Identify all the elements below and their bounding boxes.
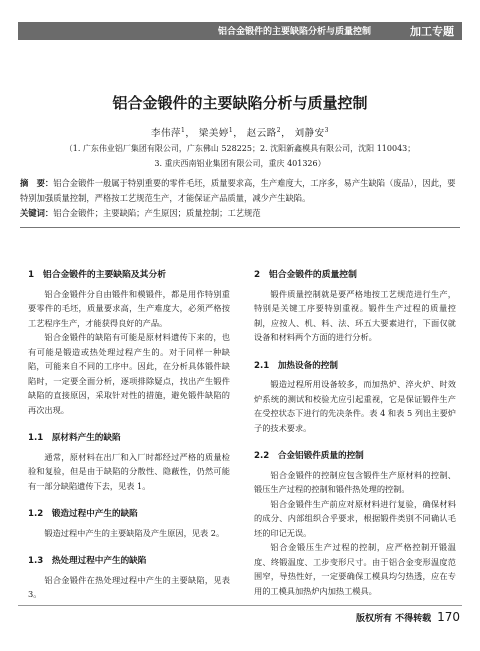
subsection-heading: 1.3 热处理过程中产生的缺陷 bbox=[28, 556, 147, 566]
section-label: 加工专题 bbox=[410, 25, 454, 38]
paragraph: 铝合金锻件分自由锻件和模锻件，都是用作特别重要零件的毛坯，质量要求高，生产难度大，必须严格按工艺程序生产，才能获得良好的产品。 bbox=[28, 288, 230, 328]
divider bbox=[20, 227, 460, 228]
paragraph: 锻造过程所用设备较多，而加热炉、淬火炉、时效炉系统的测试和校验尤应引起重视，它是保证锻件生产在受控状态下进行的先决条件。表 4 和表 5 列出主要炉子的技术要求。 bbox=[254, 379, 456, 433]
paragraph: 锻造过程中产生的主要缺陷及产生原因，见表 2。 bbox=[44, 527, 225, 538]
right-column bbox=[254, 268, 456, 598]
author-affiliation-mark: 3 bbox=[324, 126, 329, 134]
page-footer bbox=[356, 610, 460, 624]
paragraph: 铝合金锻件的缺陷有可能是原材料遗传下来的，也有可能是锻造或热处理过程产生的。对于同样一种缺陷，可能来自不同的工序中。因此，在分析具体锻件缺陷时，一定要全面分析，逐项排除疑点，找出产生锻件缺陷的直接原因，采取针对性的措施，避免锻件缺陷的再次出现。 bbox=[28, 332, 230, 415]
paragraph: 铝合金锻件在热处理过程中产生的主要缺陷，见表 3。 bbox=[28, 574, 230, 599]
author-affiliation-mark: 1 bbox=[228, 126, 234, 134]
left-column bbox=[28, 268, 230, 602]
footer-divider bbox=[18, 605, 462, 606]
author-line: 李伟萍$^1$， 梁美婷$^1$， 赵云路$^2$， 刘静安$^3$ bbox=[151, 126, 329, 139]
keywords-text: 铝合金锻件；主要缺陷；产生原因；质量控制；工艺规范 bbox=[53, 208, 261, 218]
author-affiliation-mark: 1 bbox=[181, 126, 186, 134]
abstract bbox=[20, 176, 460, 206]
page-number: 170 bbox=[437, 610, 460, 624]
keywords-label: 关键词： bbox=[20, 208, 54, 218]
subsection-heading: 2.2 合金铝锻件质量的控制 bbox=[254, 451, 364, 461]
affiliation-line: （1. 广东伟业铝厂集团有限公司，广东佛山 528225；2. 沈阳新鑫模具有限公司，沈阳 110043； bbox=[64, 144, 416, 153]
paragraph: 铝合金锻件生产前应对原材料进行复验，确保材料的成分、内部组织合乎要求，根据锻件类别不同确认毛坯的印记无误。 bbox=[254, 498, 456, 538]
paragraph: 铝合金锻件的控制应包含锻件生产原材料的控制、锻压生产过程的控制和锻件热处理的控制。 bbox=[254, 469, 456, 494]
author-name: 刘静安 bbox=[294, 128, 325, 139]
running-title: 铝合金锻件的主要缺陷分析与质量控制 bbox=[218, 27, 372, 37]
keywords bbox=[20, 206, 460, 221]
paragraph: 铝合金锻压生产过程的控制，应严格控制开锻温度、终锻温度、工步变形尺寸。由于铝合金变形温度范围窄，导热性好，一定要确保工模具均匀热透，应在专用的工模具加热炉内加热工模具。 bbox=[254, 542, 456, 596]
paragraph: 锻件质量控制就是要严格地按工艺规范进行生产，特别是关键工序要特别重视。锻件生产过程的质量控制，应按人、机、料、法、环五大要素进行，下面仅就设备和材料两个方面的进行分析。 bbox=[254, 288, 456, 342]
abstract-text: 铝合金锻件一般属于特别重要的零件毛坯，质量要求高，生产难度大，工序多，易产生缺陷（废品），因此，要特别加强质量控制，严格按工艺规范生产，才能保证产品质量，减少产生缺陷。 bbox=[20, 178, 456, 203]
author-name: 李伟萍 bbox=[151, 128, 182, 139]
subsection-heading: 2.1 加热设备的控制 bbox=[254, 360, 338, 371]
subsection-heading: 1.2 锻造过程中产生的缺陷 bbox=[28, 509, 138, 519]
copyright-notice: 版权所有 不得转载 bbox=[355, 614, 432, 624]
header-bar bbox=[18, 22, 462, 40]
article-title: 铝合金锻件的主要缺陷分析与质量控制 bbox=[112, 94, 368, 112]
author-affiliation-mark: 2 bbox=[276, 126, 282, 134]
author-name: 赵云路 bbox=[246, 128, 277, 139]
author-name: 梁美婷 bbox=[198, 128, 229, 139]
section-heading: 2 铝合金锻件的质量控制 bbox=[254, 270, 357, 280]
paragraph: 通常，原材料在出厂和入厂时都经过严格的质量检验和复验，但是由于缺陷的分散性、隐蔽性，仍然可能有一部分缺陷遗传下去，见表 1。 bbox=[28, 451, 230, 491]
abstract-label: 摘 要： bbox=[20, 178, 54, 188]
subsection-heading: 1.1 原材料产生的缺陷 bbox=[28, 433, 121, 443]
section-heading: 1 铝合金锻件的主要缺陷及其分析 bbox=[28, 270, 167, 280]
affiliation-line: 3. 重庆西南铝业集团有限公司，重庆 401326） bbox=[154, 159, 326, 168]
affiliations bbox=[30, 141, 450, 171]
